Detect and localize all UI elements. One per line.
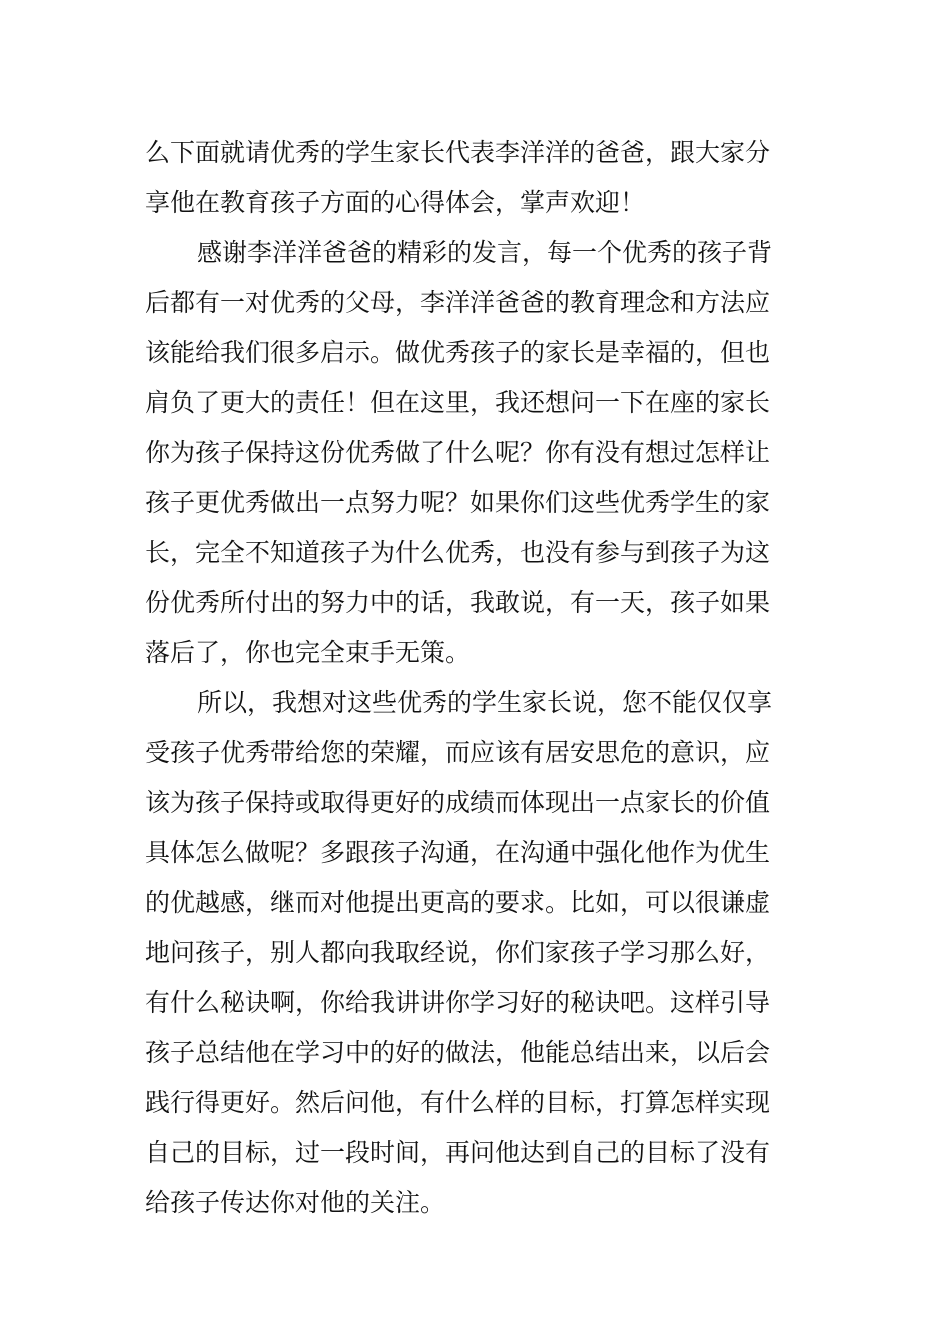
text-line: 的优越感，继而对他提出更高的要求。比如，可以很谦虚 [145,888,771,917]
text-line: 你为孩子保持这份优秀做了什么呢？你有没有想过怎样让 [145,438,771,467]
text-line: 给孩子传达你对他的关注。 [145,1188,446,1217]
text-line: 该为孩子保持或取得更好的成绩而体现出一点家长的价值 [145,788,771,817]
paragraph-start-line: 感谢李洋洋爸爸的精彩的发言，每一个优秀的孩子背 [197,238,773,267]
body-text [145,128,815,1228]
text-line: 有什么秘诀啊，你给我讲讲你学习好的秘诀吧。这样引导 [145,988,771,1017]
text-line: 受孩子优秀带给您的荣耀，而应该有居安思危的意识，应 [145,738,771,767]
text-line: 享他在教育孩子方面的心得体会，掌声欢迎！ [145,188,646,217]
text-line: 孩子总结他在学习中的好的做法，他能总结出来，以后会 [145,1038,771,1067]
text-line: 践行得更好。然后问他，有什么样的目标，打算怎样实现 [145,1088,771,1117]
text-line: 份优秀所付出的努力中的话，我敢说，有一天，孩子如果 [145,588,771,617]
text-line: 该能给我们很多启示。做优秀孩子的家长是幸福的，但也 [145,338,771,367]
text-line: 长，完全不知道孩子为什么优秀，也没有参与到孩子为这 [145,538,771,567]
text-line: 落后了，你也完全束手无策。 [145,638,471,667]
text-line: 具体怎么做呢？多跟孩子沟通，在沟通中强化他作为优生 [145,838,771,867]
paragraph-start-line: 所以，我想对这些优秀的学生家长说，您不能仅仅享 [197,688,773,717]
text-line: 肩负了更大的责任！但在这里，我还想问一下在座的家长 [145,388,771,417]
text-line: 地问孩子，别人都向我取经说，你们家孩子学习那么好， [145,938,771,967]
text-line: 自己的目标，过一段时间，再问他达到自己的目标了没有 [145,1138,771,1167]
text-line: 孩子更优秀做出一点努力呢？如果你们这些优秀学生的家 [145,488,771,517]
text-line: 后都有一对优秀的父母，李洋洋爸爸的教育理念和方法应 [145,288,771,317]
text-line: 么下面就请优秀的学生家长代表李洋洋的爸爸，跟大家分 [145,138,771,167]
